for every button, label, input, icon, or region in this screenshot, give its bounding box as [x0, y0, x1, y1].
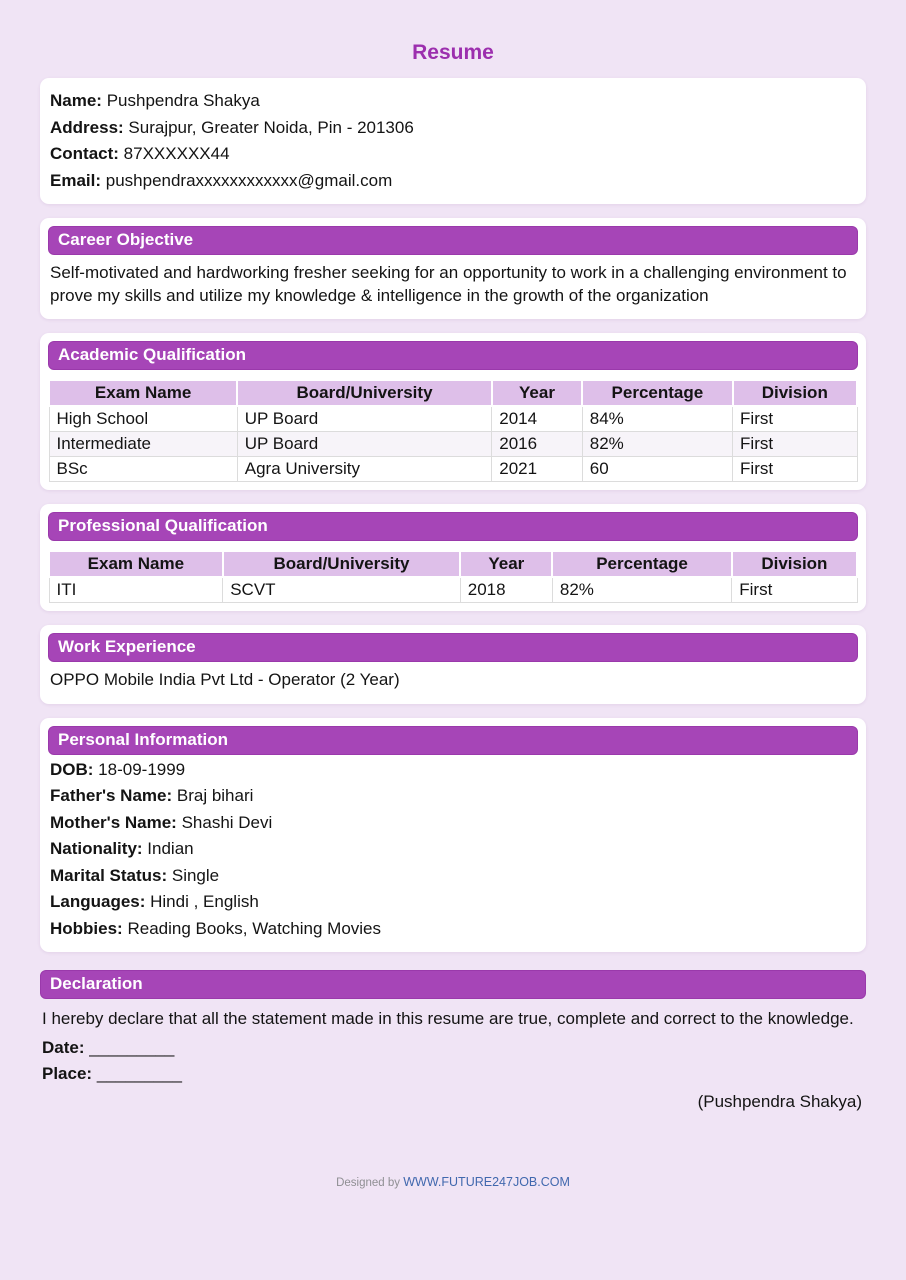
career-objective-text: Self-motivated and hardworking fresher seeking for an opportunity to work in a challenging environment to prove my skills and utilize my knowledge & intelligence in the growth of the organization: [50, 263, 847, 305]
contact-lines: [48, 86, 858, 196]
table-row: [49, 406, 857, 432]
info-line: Hobbies: Reading Books, Watching Movies: [50, 918, 382, 938]
place-line: [40, 1061, 866, 1087]
column-header: Year: [460, 551, 552, 577]
table-cell: 82%: [582, 432, 732, 457]
career-objective-card: [40, 218, 866, 319]
table-header-row: [49, 380, 857, 406]
table-cell: First: [733, 432, 857, 457]
info-line: DOB: 18-09-1999: [50, 759, 186, 779]
date-line: [40, 1035, 866, 1061]
table-cell: 2014: [492, 406, 582, 432]
info-line: Marital Status: Single: [50, 865, 220, 885]
info-label: Contact:: [50, 144, 119, 163]
column-header: Exam Name: [49, 380, 237, 406]
date-label: Date:: [42, 1037, 85, 1057]
info-line: Email: pushpendraxxxxxxxxxxxx@gmail.com: [50, 170, 393, 190]
academic-qualification-table: [48, 379, 858, 482]
column-header: Year: [492, 380, 582, 406]
career-objective-heading: Career Objective: [48, 226, 858, 255]
info-label: Hobbies:: [50, 918, 123, 938]
info-line: Languages: Hindi , English: [50, 892, 259, 911]
column-header: Percentage: [582, 380, 732, 406]
column-header: Division: [732, 551, 857, 577]
work-experience-card: [40, 625, 866, 704]
column-header: Exam Name: [49, 551, 223, 577]
info-line: Address: Surajpur, Greater Noida, Pin - 201306: [50, 117, 414, 137]
professional-qualification-card: [40, 504, 866, 611]
column-header: Division: [733, 380, 857, 406]
table-cell: SCVT: [223, 577, 461, 603]
table-cell: Intermediate: [49, 432, 237, 457]
info-label: Languages:: [50, 892, 146, 911]
personal-information-heading: Personal Information: [48, 726, 858, 755]
column-header: Board/University: [237, 380, 492, 406]
table-row: [49, 577, 857, 603]
page-footer: [40, 1173, 866, 1191]
place-label: Place:: [42, 1063, 93, 1083]
resume-page: [40, 0, 866, 1191]
table-cell: UP Board: [237, 406, 492, 432]
table-cell: First: [732, 577, 857, 603]
info-line: Mother's Name: Shashi Devi: [50, 812, 273, 832]
table-cell: ITI: [49, 577, 223, 603]
table-cell: First: [733, 406, 857, 432]
table-cell: 2016: [492, 432, 582, 457]
info-line: Name: Pushpendra Shakya: [50, 91, 260, 110]
designed-by-text: Designed by: [336, 1176, 404, 1189]
column-header: Board/University: [223, 551, 461, 577]
personal-information-lines: [48, 755, 858, 945]
table-cell: BSc: [49, 457, 237, 482]
table-cell: Agra University: [237, 457, 492, 482]
table-cell: 84%: [582, 406, 732, 432]
info-line: Contact: 87XXXXXX44: [50, 144, 230, 163]
work-experience-text: OPPO Mobile India Pvt Ltd - Operator (2 Year): [50, 670, 400, 689]
info-label: DOB:: [50, 759, 94, 779]
declaration-section: [40, 970, 866, 1115]
info-label: Nationality:: [50, 839, 143, 858]
declaration-heading: Declaration: [40, 970, 866, 999]
table-header-row: [49, 551, 857, 577]
info-line: Nationality: Indian: [50, 839, 194, 858]
table-cell: 60: [582, 457, 732, 482]
professional-qualification-heading: Professional Qualification: [48, 512, 858, 541]
info-label: Father's Name:: [50, 786, 173, 805]
info-label: Email:: [50, 170, 102, 190]
info-label: Name:: [50, 91, 102, 110]
table-cell: 82%: [552, 577, 731, 603]
academic-qualification-card: [40, 333, 866, 490]
info-label: Marital Status:: [50, 865, 168, 885]
table-row: [49, 432, 857, 457]
page-title: Resume: [412, 41, 494, 64]
signature-name: (Pushpendra Shakya): [697, 1091, 862, 1111]
table-cell: 2021: [492, 457, 582, 482]
table-row: [49, 457, 857, 482]
date-blank: _________: [84, 1037, 175, 1057]
table-cell: High School: [49, 406, 237, 432]
table-cell: UP Board: [237, 432, 492, 457]
declaration-text: I hereby declare that all the statement made in this resume are true, complete and correct to the knowledge.: [42, 1009, 854, 1028]
professional-qualification-table: [48, 550, 858, 603]
info-label: Address:: [50, 117, 124, 137]
info-line: Father's Name: Braj bihari: [50, 786, 254, 805]
column-header: Percentage: [552, 551, 731, 577]
work-experience-heading: Work Experience: [48, 633, 858, 662]
footer-site-link[interactable]: WWW.FUTURE247JOB.COM: [403, 1174, 570, 1189]
info-label: Mother's Name:: [50, 812, 177, 832]
table-cell: First: [733, 457, 857, 482]
table-cell: 2018: [460, 577, 552, 603]
place-blank: _________: [92, 1063, 182, 1083]
contact-card: [40, 78, 866, 204]
personal-information-card: [40, 718, 866, 953]
academic-qualification-heading: Academic Qualification: [48, 341, 858, 370]
